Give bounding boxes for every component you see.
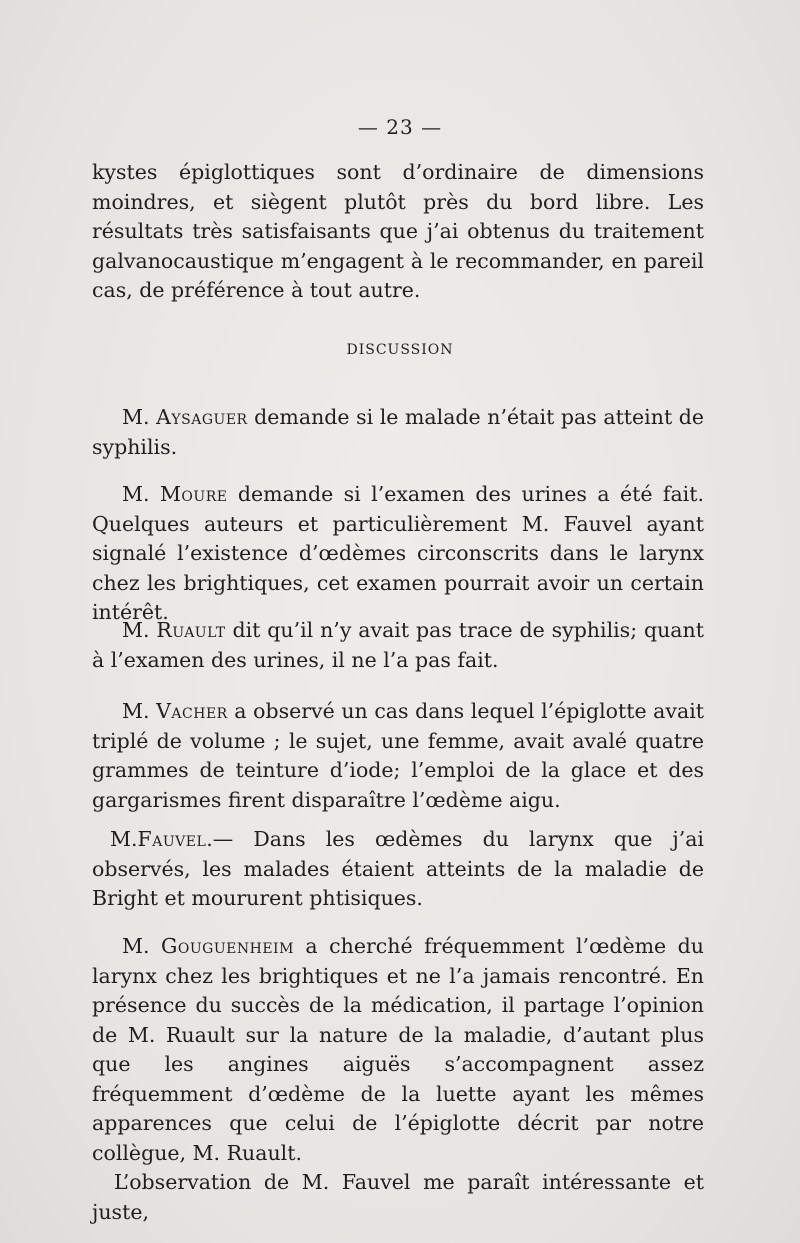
paragraph-text: demande si l’examen des urines a été fait. Quelques auteurs et particulièrement M. Fauvel ayant signalé l’existence d’œdèmes circonscrits dans le larynx chez les brightiques, cet examen pourrait avoir un certain intérêt. xyxy=(92,482,704,624)
paragraph-text: dit qu’il n’y avait pas trace de syphilis; quant à l’examen des urines, il ne l’a pas fait. xyxy=(92,618,704,672)
paragraph-aysaguer xyxy=(92,403,704,462)
paragraph-text: .— Dans les œdèmes du larynx que j’ai observés, les malades étaient atteints de la maladie de Bright et moururent phtisiques. xyxy=(92,827,704,910)
speaker-name: Vacher xyxy=(156,699,228,723)
speaker-prefix: M. xyxy=(122,618,150,642)
paragraph-text: demande si le malade n’était pas atteint de syphilis. xyxy=(92,405,704,459)
closing-paragraph: L’observation de M. Fauvel me paraît intéressante et juste, xyxy=(92,1170,704,1224)
speaker-name: Ruault xyxy=(156,618,226,642)
speaker-prefix: M. xyxy=(122,405,150,429)
speaker-prefix: M. xyxy=(122,482,150,506)
speaker-name: Moure xyxy=(159,482,228,506)
speaker-name: Aysaguer xyxy=(156,405,248,429)
paragraph-text: a cherché fréquemment l’œdème du larynx chez les brightiques et ne l’a jamais rencontré. En présence du succès de la médication, il partage l’opinion de M. Ruault sur la nature de la maladie, d’autant plus que les angines aiguës s’accompagnent assez fréquemment d’œdème de la luette ayant les mêmes apparences que celui de l’épiglotte décrit par notre collègue, M. Ruault. xyxy=(92,934,704,1165)
paragraph-ruault xyxy=(92,616,704,675)
paragraph-vacher xyxy=(92,697,704,815)
page-number: — 23 — xyxy=(357,115,443,139)
paragraph-fauvel xyxy=(92,825,704,914)
intro-paragraph: kystes épiglottiques sont d’ordinaire de dimensions moindres, et siègent plutôt près du bord libre. Les résultats très satisfaisants que j’ai obtenus du traitement galvanocaustique m’engagent à le recommander, en pareil cas, de préférence à tout autre. xyxy=(92,160,704,302)
intro-text-block xyxy=(92,158,704,306)
section-heading: DISCUSSION xyxy=(346,342,454,358)
speaker-name: Fauvel xyxy=(137,827,207,851)
speaker-prefix: M. xyxy=(122,934,150,958)
paragraph-moure xyxy=(92,480,704,628)
speaker-prefix: M. xyxy=(110,827,138,851)
paragraph-text: a observé un cas dans lequel l’épiglotte avait triplé de volume ; le sujet, une femme, avait avalé quatre grammes de teinture d’iode; l’emploi de la glace et des gargarismes firent disparaître l’œdème aigu. xyxy=(92,699,704,812)
speaker-name: Gouguenheim xyxy=(161,934,294,958)
paragraph-gouguenheim xyxy=(92,932,704,1227)
speaker-prefix: M. xyxy=(122,699,150,723)
